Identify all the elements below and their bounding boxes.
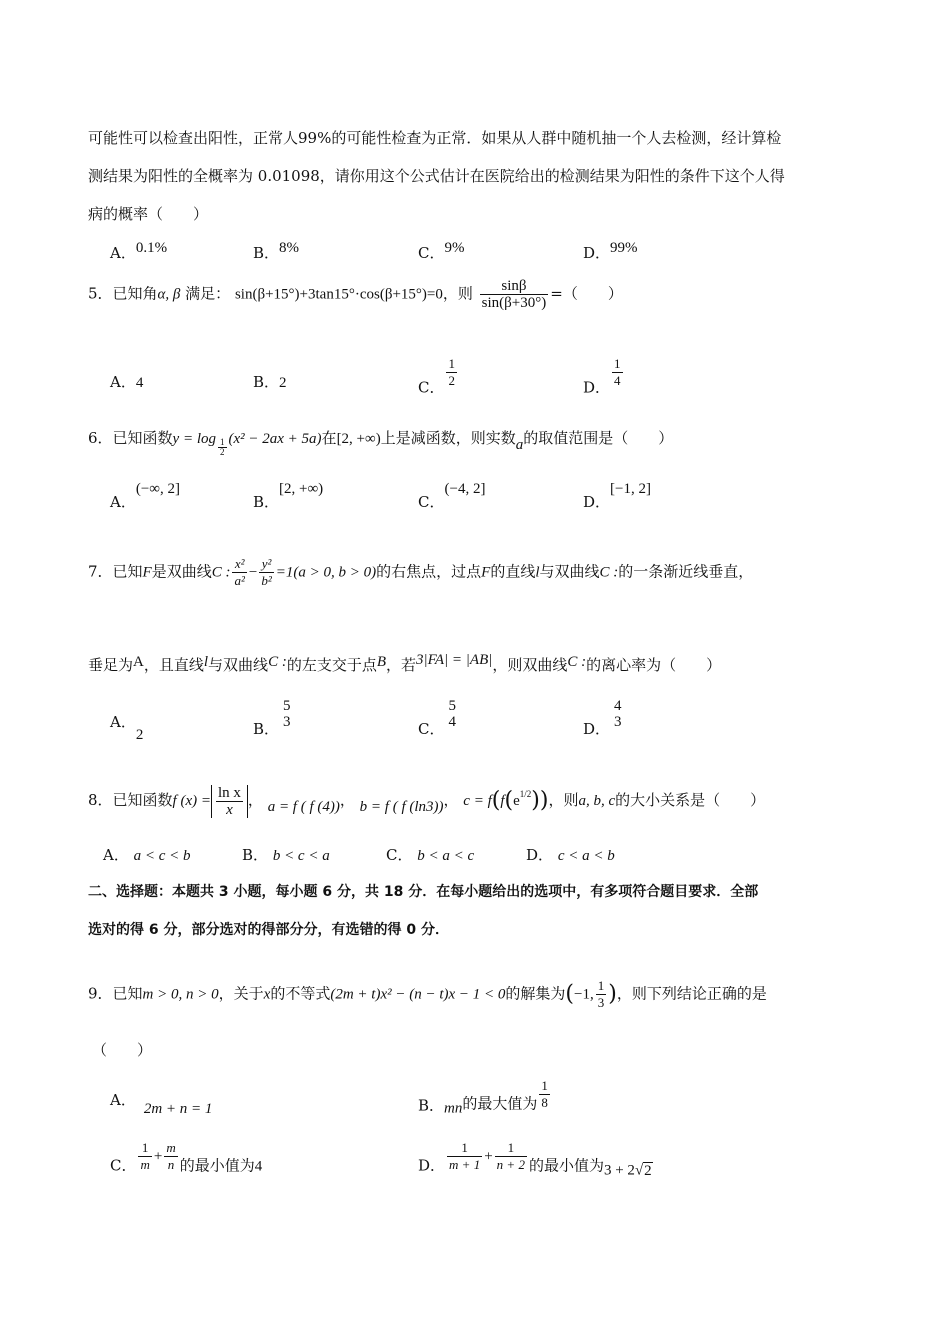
q5-option-d: D． $\frac{1}{4}$	[583, 356, 621, 397]
q9-answer-paren: （ ）	[92, 1041, 153, 1059]
q5-stem: 5．已知角α, β 满足： sin(β+15°)+3tan15°·cos(β+15°)=0，则 $\frac{\sin\beta}{\sin(\beta+30^\circ)}$ =（ ）	[88, 278, 623, 311]
q5-option-a: A．4	[110, 373, 144, 391]
q7-option-b: B． 5 3	[253, 698, 291, 738]
q9-option-b: B．mn的最大值为 $\frac{1}{8}$	[418, 1078, 548, 1117]
q8-stem: 8．已知函数f (x) = $\frac{\text{ln x}}{x}$ ， a = f ( f (4))， b = f ( f (ln3))， $c = f(f(e^{1/2}))$，则a, b, c的大小关系是（ ）	[88, 784, 766, 818]
section2-instructions-line1: 二、选择题：本题共 3 小题，每小题 6 分，共 18 分．在每小题给出的选项中，有多项符合题目要求．全部	[88, 884, 759, 900]
q4-line2: 测结果为阳性的全概率为 0.01098，请你用这个公式估计在医院给出的检测结果为阳性的条件下这个人得	[88, 167, 785, 185]
q6-option-b: B．[2, +∞)	[253, 481, 324, 511]
q9-option-c: C． $\frac{1}{m}$ + $\frac{m}{n}$ 的最小值为4	[110, 1140, 263, 1175]
q8-option-c: C． b < a < c	[386, 846, 475, 864]
q9-stem: 9．已知m > 0, n > 0，关于x的不等式(2m + t)x² − (n − t)x − 1 < 0的解集为(−1, $\frac{1}{3}$ )，则下列结论正确的是	[88, 978, 767, 1010]
q4-option-a: A．0.1%	[110, 240, 168, 262]
q5-fraction: $\frac{\sin\beta}{\sin(\beta+30^\circ)}$	[481, 278, 547, 311]
q8-option-b: B． b < c < a	[242, 846, 330, 864]
q6-option-a: A．(−∞, 2]	[110, 481, 180, 511]
q9-option-a: A． 2m + n = 1	[110, 1091, 213, 1117]
q4-line3: 病的概率（ ）	[88, 205, 209, 223]
q6-option-d: D．[−1, 2]	[583, 481, 651, 511]
q8-option-a: A． a < c < b	[103, 846, 191, 864]
q6-stem: 6．已知函数y = log $\frac{1}{2}$ (x² − 2ax + 5a)在[2, +∞)上是减函数，则实数a的取值范围是（ ）	[88, 429, 674, 457]
q6-option-c: C．(−4, 2]	[418, 481, 486, 511]
q7-option-c: C． 5 4	[418, 698, 456, 738]
q5-option-c: C． $\frac{1}{2}$	[418, 356, 455, 397]
q8-option-d: D． c < a < b	[526, 846, 615, 864]
q4-option-c: C．9%	[418, 240, 465, 262]
q5-option-b: B．2	[253, 373, 287, 391]
q5-equation: sin(β+15°)+3tan15°·cos(β+15°)=0	[234, 286, 443, 303]
q4-line1: 可能性可以检查出阳性，正常人99%的可能性检查为正常．如果从人群中随机抽一个人去检测，经计算检	[88, 129, 782, 147]
q7-stem-line2: 垂足为A，且直线l与双曲线C :的左支交于点B，若3|FA| = |AB|，则双曲线C :的离心率为（ ）	[88, 652, 722, 674]
q7-option-a: A．2	[110, 713, 144, 743]
q4-option-d: D．99%	[583, 240, 638, 262]
q9-option-d: D． $\frac{1}{m + 1}$ + $\frac{1}{n + 2}$ 的最小值为3 + 2√2	[418, 1140, 652, 1179]
q7-stem-line1: 7．已知F是双曲线C : $\frac{\text{x²}}{\text{a²}}$ − $\frac{\text{y²}}{\text{b²}}$ =1(a > 0, b > 0)的右焦点，过点F的直线l与双曲线C :的一条渐近线垂直，	[88, 556, 754, 588]
q4-option-b: B．8%	[253, 240, 300, 262]
q7-option-d: D． 4 3	[583, 698, 622, 738]
section2-instructions-line2: 选对的得 6 分，部分选对的得部分分，有选错的得 0 分．	[88, 922, 449, 938]
